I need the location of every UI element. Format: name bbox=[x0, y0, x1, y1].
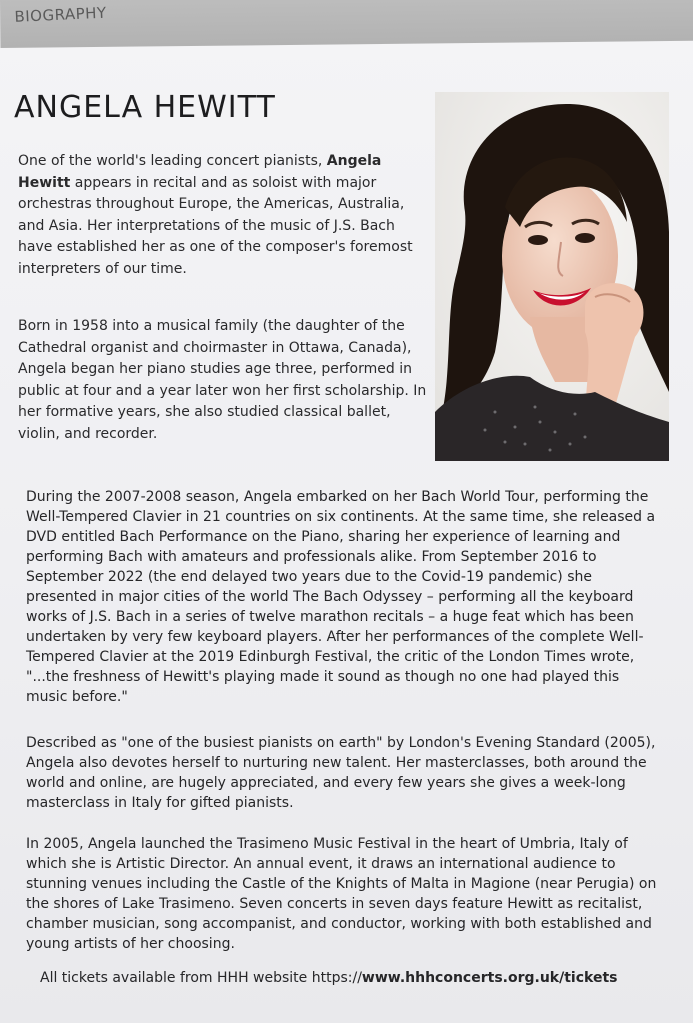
masterclass-paragraph: Described as "one of the busiest pianists on earth" by London's Evening Standard (2005), Angela also devotes herself to nurturing new talent. Her masterclasses, both around the world and online, are hugely appreciated, and every few years she gives a week-long masterclass in Italy for gifted pianists. bbox=[26, 735, 656, 811]
tickets-prefix: All tickets available from HHH website https:// bbox=[40, 970, 362, 986]
page-title: ANGELA HEWITT bbox=[14, 90, 276, 125]
artist-name-bold: Angela Hewitt bbox=[18, 153, 382, 191]
intro-text-end: appears in recital and as soloist with major orchestras throughout Europe, the Americas, Australia, and Asia. Her interpretations of the music of J.S. Bach have established her as one of the composer's foremost interpreters of our time. bbox=[18, 174, 413, 277]
section-header-band bbox=[0, 0, 693, 48]
intro-paragraph bbox=[18, 151, 428, 280]
artist-portrait-photo bbox=[435, 92, 669, 461]
intro-text-start: One of the world's leading concert pianists, bbox=[18, 153, 327, 169]
tickets-line bbox=[40, 970, 660, 986]
festival-paragraph: In 2005, Angela launched the Trasimeno Music Festival in the heart of Umbria, Italy of which she is Artistic Director. An annual event, it draws an international audience to stunning venues including the Castle of the Knights of Malta in Magione (near Perugia) on the shores of Lake Trasimeno. Seven concerts in seven days feature Hewitt as recitalist, chamber musician, song accompanist, and conductor, working with both established and young artists of her choosing. bbox=[26, 836, 657, 952]
section-label: BIOGRAPHY bbox=[14, 3, 108, 26]
tickets-link[interactable]: www.hhhconcerts.org.uk/tickets bbox=[361, 970, 618, 986]
bach-tour-paragraph: During the 2007-2008 season, Angela embarked on her Bach World Tour, performing the Well-Tempered Clavier in 21 countries on six continents. At the same time, she released a DVD entitled Bach Performance on the Piano, sharing her experience of learning and performing Bach with amateurs and professionals alike. From September 2016 to September 2022 (the end delayed two years due to the Covid-19 pandemic) she presented in major cities of the world The Bach Odyssey – performing all the keyboard works of J.S. Bach in a series of twelve marathon recitals – a huge feat which has been undertaken by very few keyboard players. After her performances of the complete Well-Tempered Clavier at the 2019 Edinburgh Festival, the critic of the London Times wrote, "...the freshness of Hewitt's playing made it sound as though no one had played this music before." bbox=[26, 489, 656, 705]
early-life-paragraph: Born in 1958 into a musical family (the daughter of the Cathedral organist and choirmaster in Ottawa, Canada), Angela began her piano studies age three, performed in public at four and a year later won her first scholarship. In her formative years, she also studied classical ballet, violin, and recorder. bbox=[18, 318, 427, 442]
